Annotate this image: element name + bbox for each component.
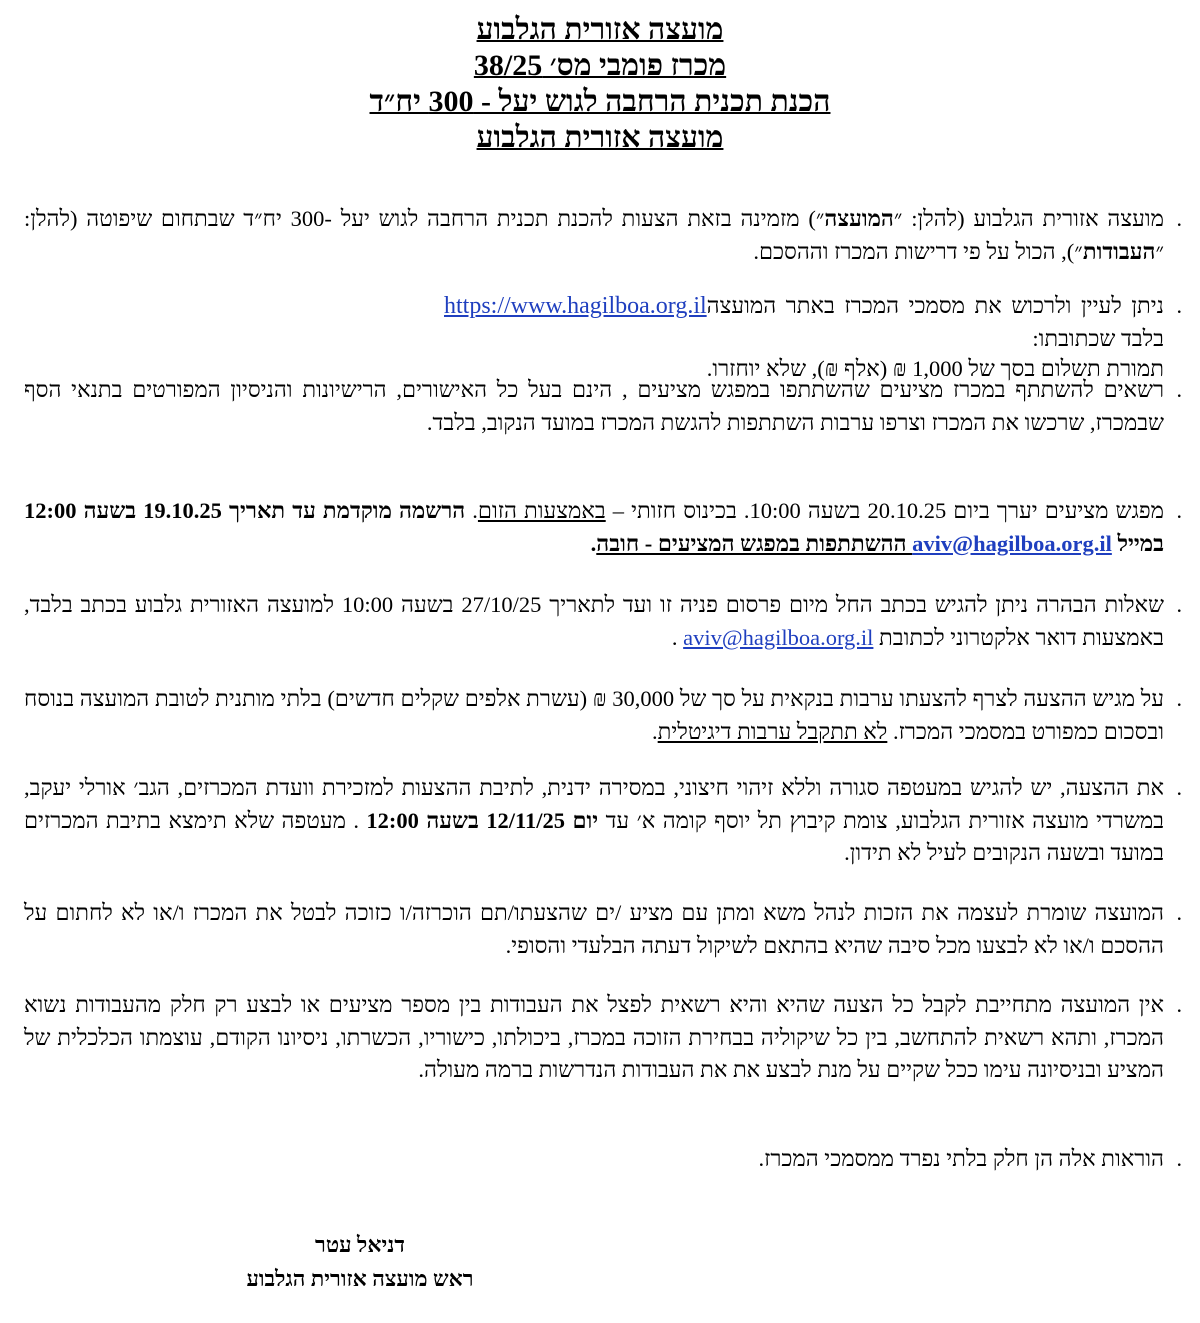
paragraph-text: המועצה שומרת לעצמה את הזכות לנהל משא ומתן עם מציע /ים שהצעתו/תם הוכרזה/ו כזוכה לבטל את המכרז ו/או לא לחתום על ההסכם ו/או לא לבצעו מכל סיבה שהיא בהתאם לשיקול דעתה הבלעדי והסופי. (24, 900, 1164, 958)
registration-email-link[interactable]: aviv@hagilboa.org.il (912, 530, 1112, 556)
no-digital-guarantee-note: לא תתקבל ערבות דיגיטלית (657, 718, 888, 744)
bullet-point: . (1176, 900, 1182, 925)
paragraph-documents (24, 290, 1182, 386)
header-council-name: מועצה אזורית הגלבוע (476, 13, 724, 46)
council-website-link[interactable]: https://www.hagilboa.org.il (444, 293, 707, 319)
document-header (0, 12, 1200, 156)
paragraph-invitation (24, 203, 1182, 268)
bullet-point: . (1176, 377, 1182, 402)
questions-email-link[interactable]: aviv@hagilboa.org.il (683, 624, 874, 650)
bullet-point: . (1176, 206, 1182, 231)
bullet-point: . (1176, 293, 1182, 318)
paragraph-submission (24, 772, 1182, 870)
paragraph-text: מועצה אזורית הגלבוע (להלן: ״המועצה״) מזמינה בזאת הצעות להכנת תכנית הרחבה לגוש יעל -300 יח״ד שבתחום שיפוטה (להלן: ״העבודות״), הכול על פי דרישות המכרז וההסכם. (24, 206, 1164, 264)
signature-block (180, 1228, 540, 1296)
submission-deadline: יום 12/11/25 בשעה 12:00 (366, 807, 599, 833)
paragraph-text: אין המועצה מתחייבת לקבל כל הצעה שהיא והיא רשאית לפצל את העבודות בין מספר מציעים או לבצע רק חלק מהעבודות נשוא המכרז, ותהא רשאית להתחשב, בין כל שיקוליה בבחירת הזוכה במכרז, ביכולתו, כישוריו, הכשרתו, ניסיונו הקודם, עוצמתו הכלכלית של המציע ובניסיונה עימו ככל שקיים על מנת לבצע את את העבודות הנדרשות ברמה מעולה. (24, 992, 1164, 1082)
paragraph-text: ניתן לעיין ולרכוש את מסמכי המכרז באתר המועצה בלבד שכתובתו: https://www.hagilboa.org.il תמורת תשלום בסך של 1,000 ₪ (אלף ₪), שלא יוחזרו. (24, 290, 1164, 386)
paragraph-clarification-questions (24, 589, 1182, 654)
header-council-name-repeat: מועצה אזורית הגלבוע (476, 121, 724, 154)
header-tender-number: מכרז פומבי מס׳ 38/25 (473, 49, 727, 82)
paragraph-bank-guarantee (24, 683, 1182, 748)
bullet-point: . (1176, 1146, 1182, 1171)
paragraph-council-rights (24, 897, 1182, 962)
bullet-point: . (1176, 775, 1182, 800)
paragraph-text: מפגש מציעים יערך ביום 20.10.25 בשעה 10:00. בכינוס חזותי – באמצעות הזום. הרשמה מוקדמת עד תאריך 19.10.25 בשעה 12:00 במייל aviv@hagilboa.org.il ההשתתפות במפגש המציעים - חובה. (24, 495, 1164, 560)
bullet-point: . (1176, 592, 1182, 617)
paragraph-no-obligation (24, 989, 1182, 1087)
signatory-name: דניאל עטר (315, 1232, 405, 1257)
paragraph-bidders-meeting (24, 495, 1182, 560)
paragraph-integral-part (24, 1143, 1182, 1176)
header-tender-subject: הכנת תכנית הרחבה לגוש יעל - 300 יח״ד (369, 85, 831, 118)
bullet-point: . (1176, 992, 1182, 1017)
paragraph-text: שאלות הבהרה ניתן להגיש בכתב החל מיום פרסום פניה זו ועד לתאריך 27/10/25 בשעה 10:00 למועצה האזורית גלבוע בכתב בלבד, באמצעות דואר אלקטרוני לכתובת aviv@hagilboa.org.il . (24, 589, 1164, 654)
zoom-mention: באמצעות הזום (477, 498, 606, 523)
bullet-point: . (1176, 686, 1182, 711)
paragraph-text: על מגיש ההצעה לצרף להצעתו ערבות בנקאית על סך של 30,000 ₪ (עשרת אלפים שקלים חדשים) בלתי מותנית לטובת המועצה בנוסח ובסכום כמפורט במסמכי המכרז. לא תתקבל ערבות דיגיטלית. (24, 686, 1165, 744)
paragraph-text: הוראות אלה הן חלק בלתי נפרד ממסמכי המכרז. (758, 1146, 1164, 1171)
paragraph-text: את ההצעה, יש להגיש במעטפה סגורה וללא זיהוי חיצוני, במסירה ידנית, לתיבת ההצעות למזכירת וועדת המכרזים, הגב׳ אורלי יעקב, במשרדי מועצה אזורית הגלבוע, צומת קיבוץ תל יוסף קומה א׳ עד יום 12/11/25 בשעה 12:00 . מעטפה שלא תימצא בתיבת המכרזים במועד ובשעה הנקובים לעיל לא תידון. (24, 775, 1165, 865)
paragraph-text: רשאים להשתתף במכרז מציעים שהשתתפו במפגש מציעים , הינם בעל כל האישורים, הרישיונות והניסיון המפורטים בתנאי הסף שבמכרז, שרכשו את המכרז וצרפו ערבות השתתפות להגשת המכרז במועד הנקוב, בלבד. (24, 377, 1164, 435)
paragraph-eligibility (24, 374, 1182, 439)
bullet-point: . (1176, 498, 1182, 523)
signatory-title: ראש מועצה אזורית הגלבוע (246, 1266, 474, 1291)
